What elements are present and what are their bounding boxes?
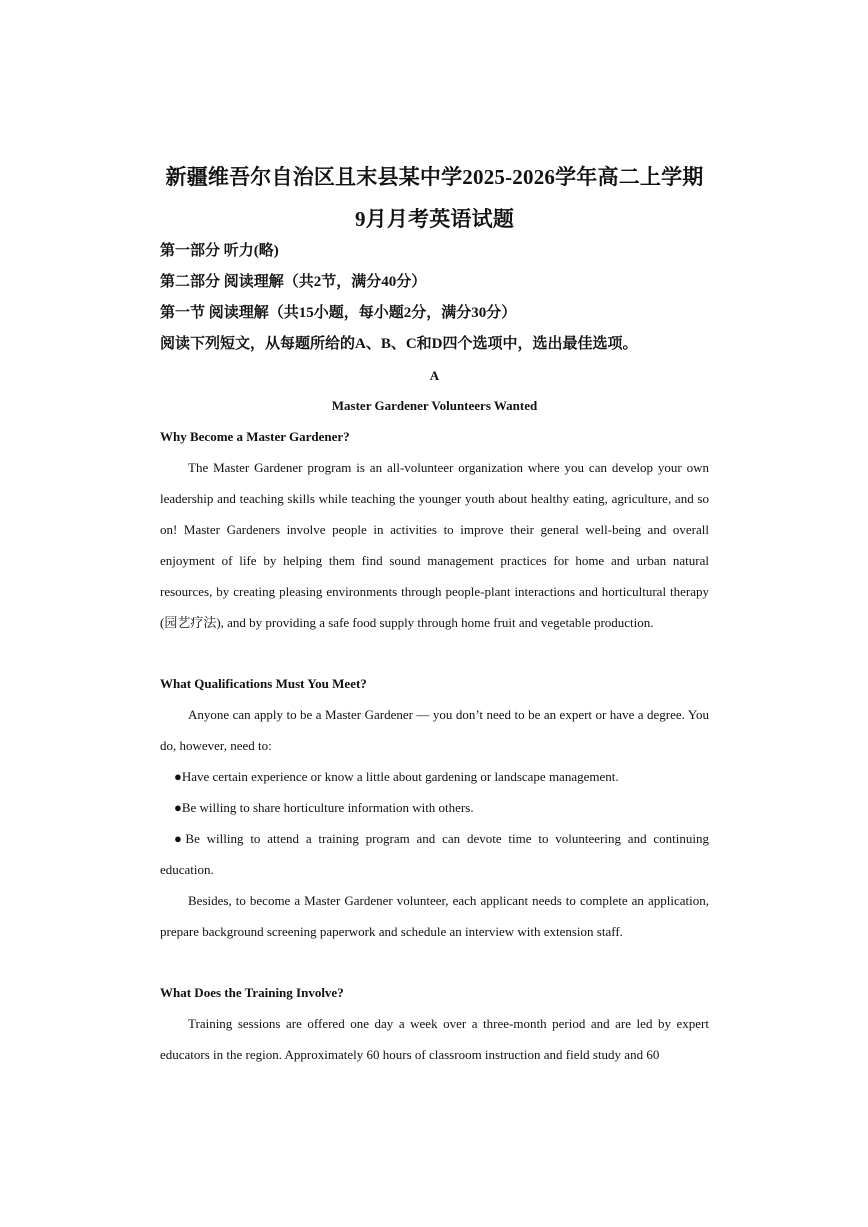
- paragraph-why: The Master Gardener program is an all-volunteer organization where you can develop your own leadership and teaching skills while teaching the younger youth about healthy eating, agriculture, and so on! Master Gardeners involve people in activities to improve their general well-being and overall enjoyment of life by helping them find sound management practices for home and urban natural resources, by creating pleasing environments through people-plant interactions and horticultural therapy (园艺疗法), and by providing a safe food supply through home fruit and vegetable production.: [160, 460, 709, 630]
- paragraph-qualifications: Anyone can apply to be a Master Gardener — you don’t need to be an expert or have a degree. You do, however, need to:: [160, 707, 709, 753]
- section1-heading: 第一节 阅读理解（共15小题，每小题2分，满分30分）: [160, 305, 517, 321]
- list-item-bullet2: ●Be willing to share horticulture information with others.: [174, 800, 474, 815]
- passage-title: Master Gardener Volunteers Wanted: [331, 398, 538, 413]
- document-title-line2: 9月月考英语试题: [354, 207, 515, 231]
- list-item-bullet3: ●Be willing to attend a training program and can devote time to volunteering and continuing education.: [160, 831, 709, 877]
- section-heading-why: Why Become a Master Gardener?: [160, 429, 350, 444]
- passage-label: A: [429, 368, 440, 383]
- directions-text: 阅读下列短文，从每题所给的A、B、C和D四个选项中，选出最佳选项。: [160, 336, 638, 352]
- list-item-bullet1: ●Have certain experience or know a little about gardening or landscape management.: [174, 769, 619, 784]
- paragraph-application: Besides, to become a Master Gardener volunteer, each applicant needs to complete an application, prepare background screening paperwork and schedule an interview with extension staff.: [160, 893, 709, 939]
- section-heading-qualifications: What Qualifications Must You Meet?: [160, 676, 367, 691]
- paragraph-training: Training sessions are offered one day a week over a three-month period and are led by expert educators in the region. Approximately 60 hours of classroom instruction and field study and 60: [160, 1016, 709, 1062]
- section-heading-training: What Does the Training Involve?: [160, 985, 344, 1000]
- part2-heading: 第二部分 阅读理解（共2节，满分40分）: [160, 274, 427, 290]
- document-title-line1: 新疆维吾尔自治区且末县某中学2025-2026学年高二上学期: [165, 165, 704, 189]
- part1-heading: 第一部分 听力(略): [160, 243, 279, 259]
